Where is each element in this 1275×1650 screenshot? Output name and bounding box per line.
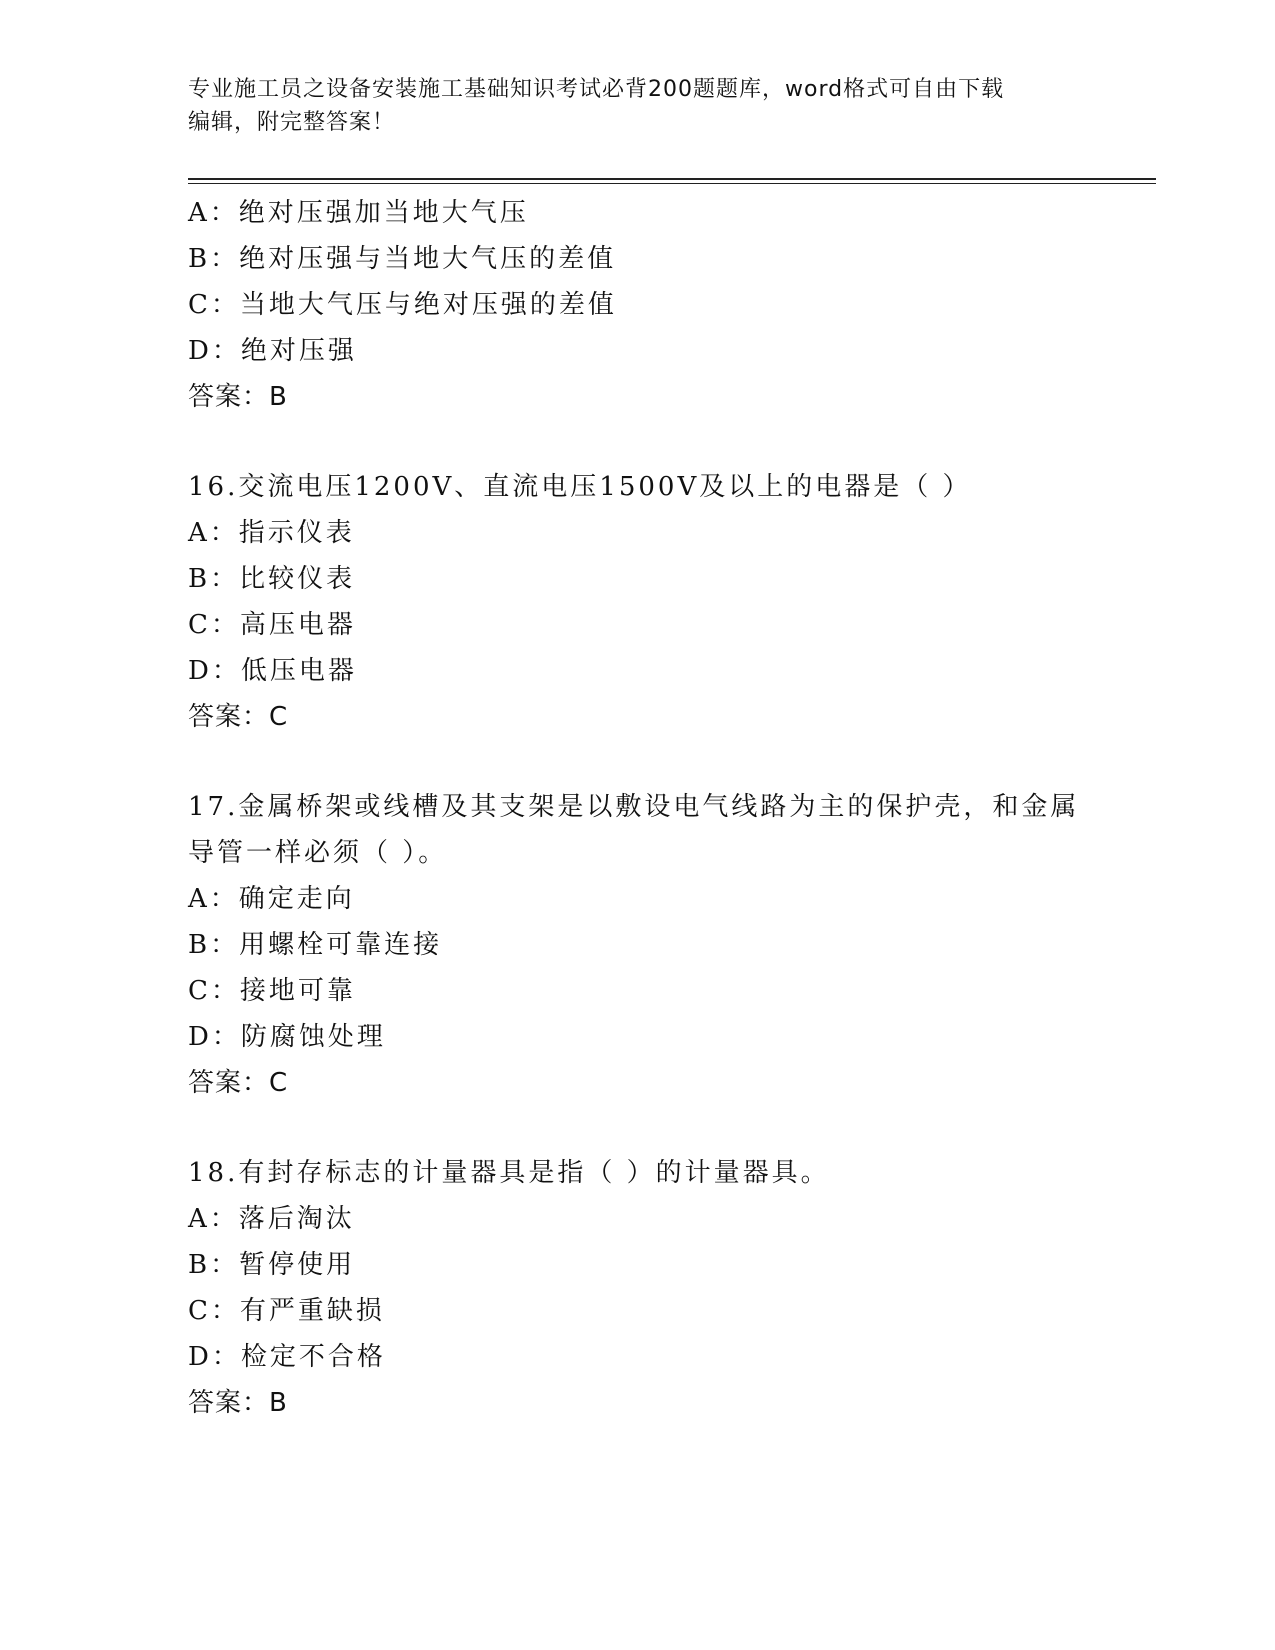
question-15 bbox=[188, 190, 1088, 420]
answer: 答案：C bbox=[188, 1068, 289, 1098]
option-a: A：绝对压强加当地大气压 bbox=[188, 198, 529, 228]
option-a: A：指示仪表 bbox=[188, 518, 355, 548]
header-line-1: 专业施工员之设备安装施工基础知识考试必背200题题库，word格式可自由下载 bbox=[188, 77, 1005, 102]
question-stem: 16.交流电压1200V、直流电压1500V及以上的电器是（ ） bbox=[188, 472, 972, 502]
question-stem: 18.有封存标志的计量器具是指（ ）的计量器具。 bbox=[188, 1158, 830, 1188]
question-17 bbox=[188, 784, 1088, 1106]
option-d: D：绝对压强 bbox=[188, 336, 357, 366]
answer: 答案：B bbox=[188, 1388, 288, 1418]
answer: 答案：B bbox=[188, 382, 288, 412]
question-stem-line-1: 17.金属桥架或线槽及其支架是以敷设电气线路为主的保护壳，和金属 bbox=[188, 792, 1080, 822]
option-c: C：高压电器 bbox=[188, 610, 356, 640]
option-a: A：确定走向 bbox=[188, 884, 355, 914]
header-divider-thick bbox=[188, 178, 1156, 180]
option-c: C：有严重缺损 bbox=[188, 1296, 385, 1326]
option-b: B：暂停使用 bbox=[188, 1250, 356, 1280]
header-divider-thin bbox=[188, 183, 1156, 184]
question-18 bbox=[188, 1150, 1088, 1426]
option-a: A：落后淘汰 bbox=[188, 1204, 355, 1234]
option-d: D：防腐蚀处理 bbox=[188, 1022, 386, 1052]
option-b: B：用螺栓可靠连接 bbox=[188, 930, 443, 960]
header-line-2: 编辑，附完整答案！ bbox=[188, 110, 396, 135]
document-header bbox=[188, 73, 1078, 139]
answer: 答案：C bbox=[188, 702, 289, 732]
option-d: D：低压电器 bbox=[188, 656, 357, 686]
option-c: C：接地可靠 bbox=[188, 976, 356, 1006]
option-b: B：比较仪表 bbox=[188, 564, 356, 594]
question-list bbox=[188, 190, 1088, 1426]
question-stem-line-2: 导管一样必须（ ）。 bbox=[188, 838, 448, 868]
option-c: C：当地大气压与绝对压强的差值 bbox=[188, 290, 617, 320]
option-b: B：绝对压强与当地大气压的差值 bbox=[188, 244, 617, 274]
question-16 bbox=[188, 464, 1088, 740]
option-d: D：检定不合格 bbox=[188, 1342, 386, 1372]
